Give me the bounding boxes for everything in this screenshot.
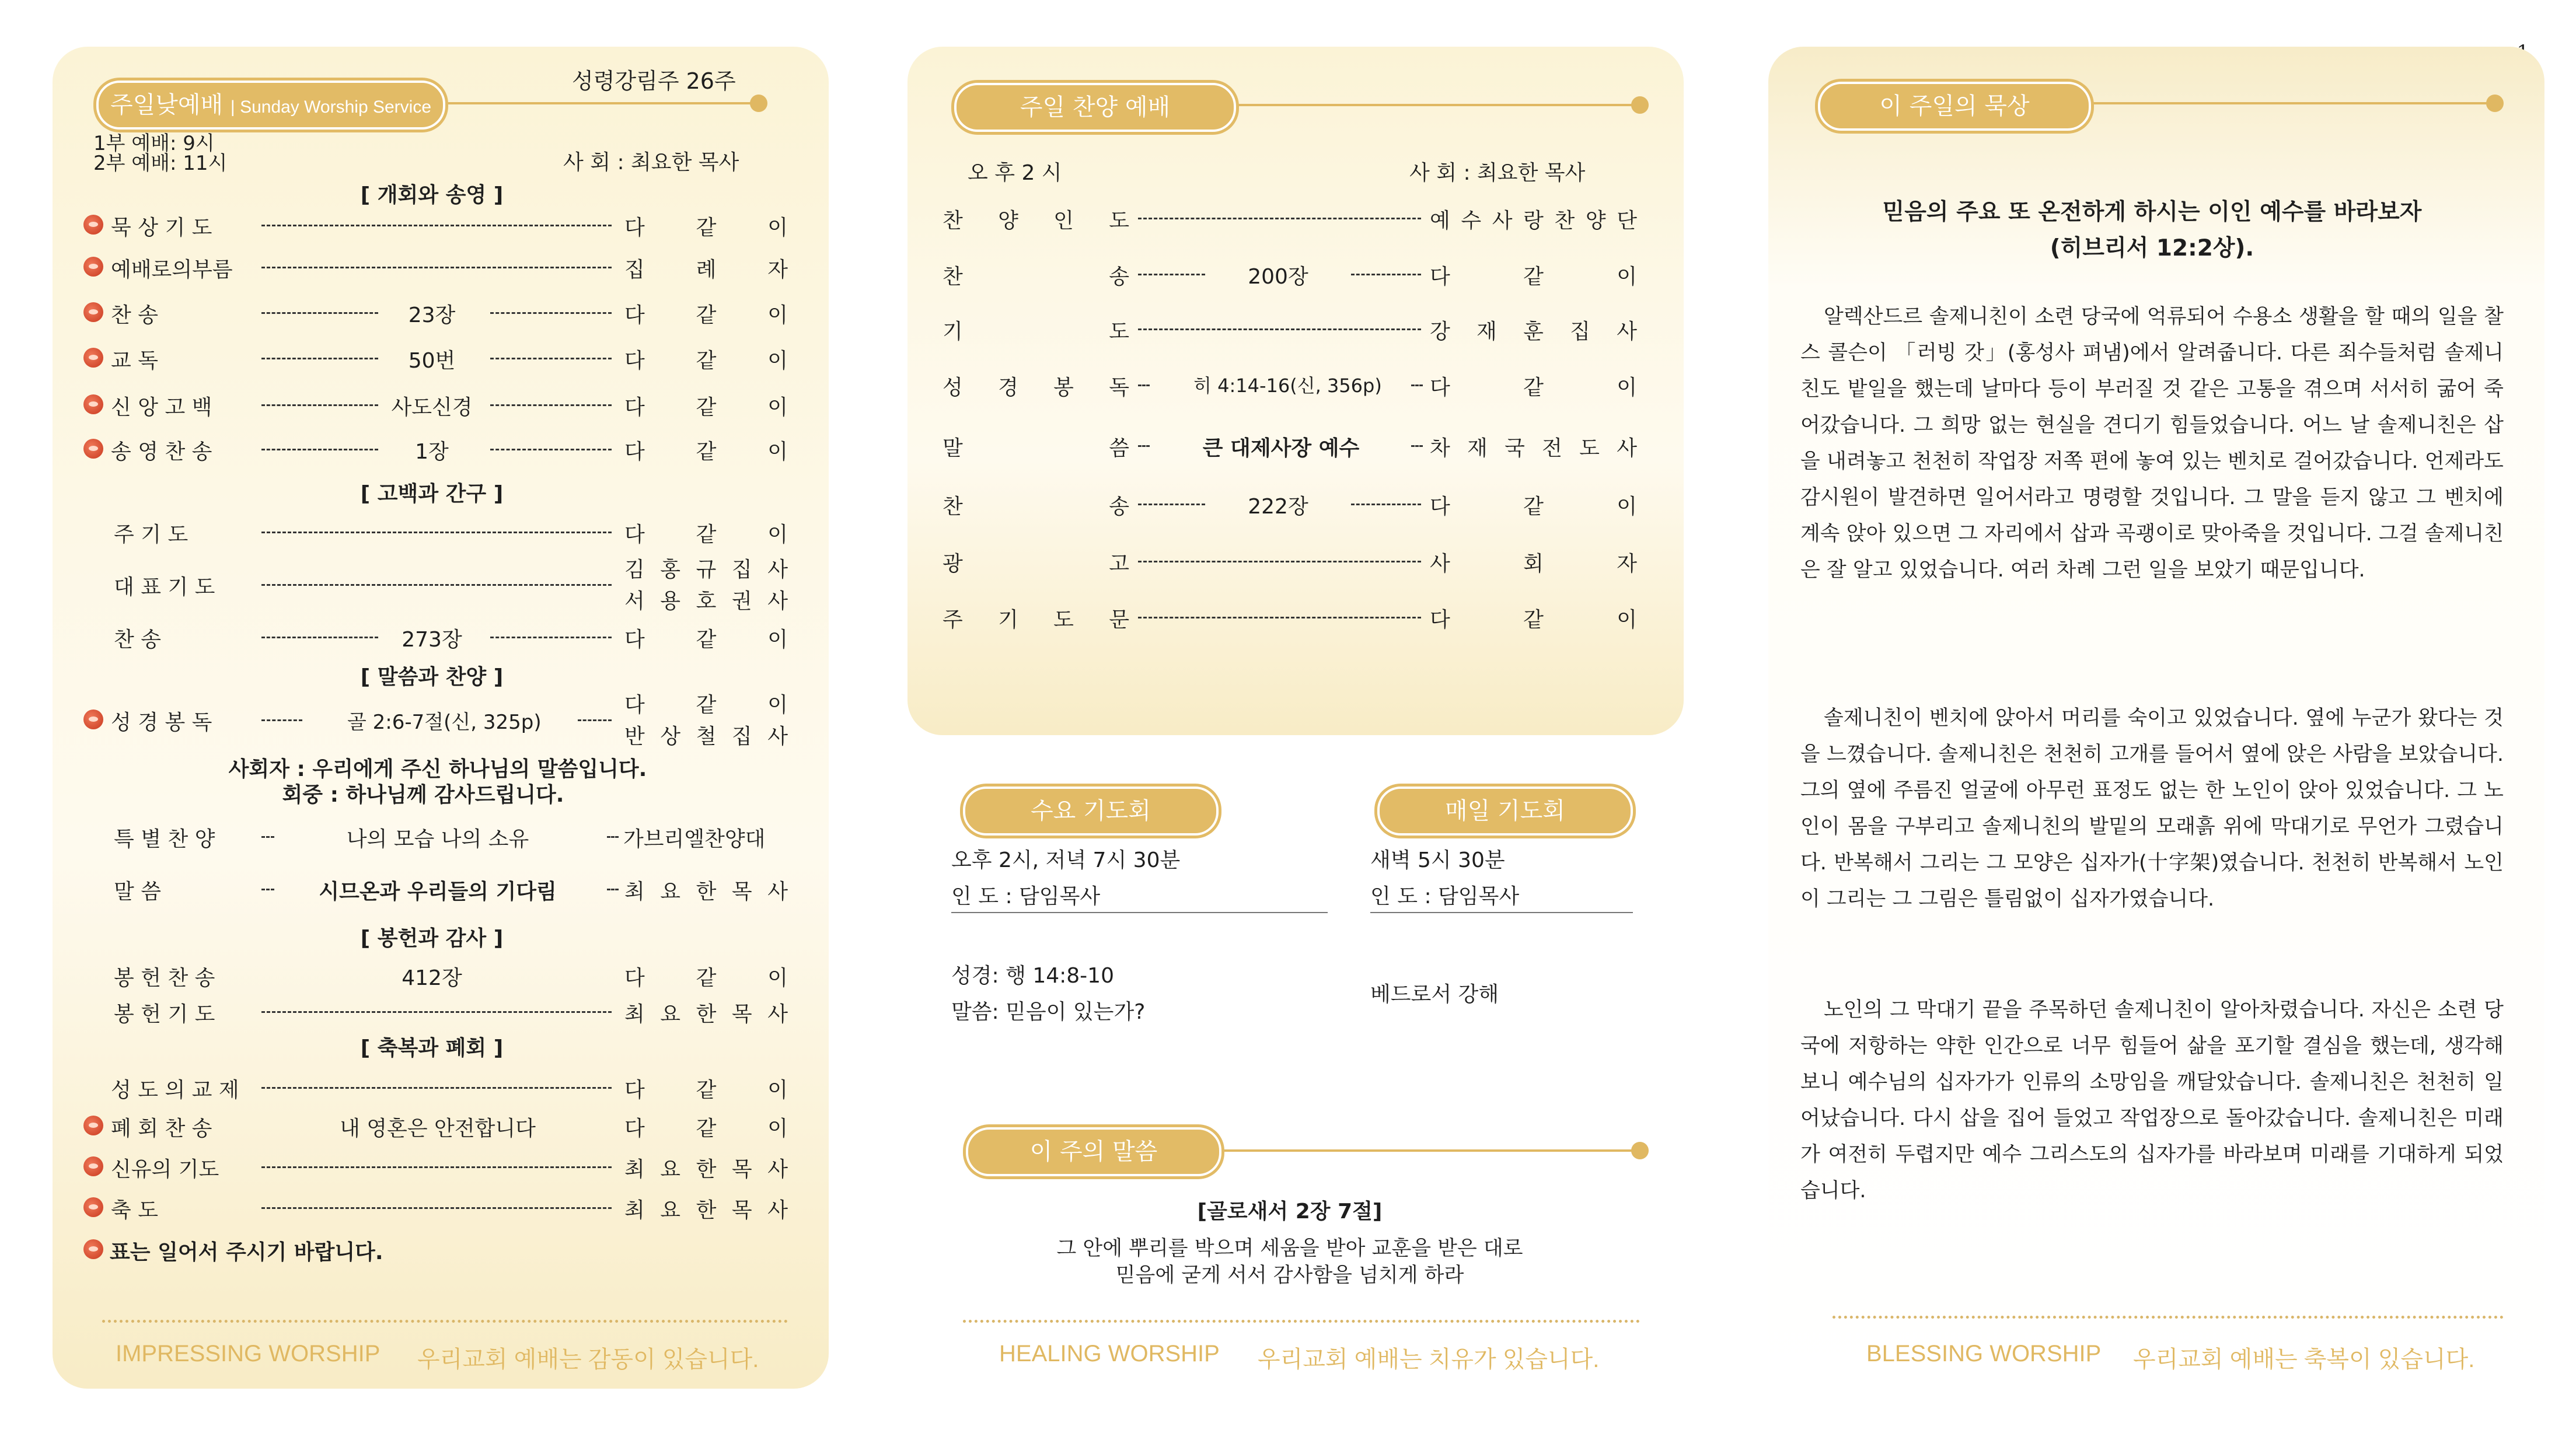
header-dot xyxy=(1631,1142,1649,1159)
leader-dash xyxy=(261,449,378,450)
section-title: [ 고백과 간구 ] xyxy=(360,482,504,506)
leader-dash xyxy=(261,312,378,314)
item-value: 1장 xyxy=(415,440,449,464)
leader-dash xyxy=(261,889,274,890)
leader-dash xyxy=(1411,445,1423,447)
item-label: 대 표 기 도 xyxy=(114,575,215,599)
leader-dash xyxy=(261,532,612,533)
leader-dash xyxy=(261,836,274,838)
stand-marker-icon xyxy=(83,1156,103,1176)
item-value: 골 2:6-7절(신, 325p) xyxy=(347,711,542,734)
leader-dash xyxy=(490,312,612,314)
meditation-title: 믿음의 주요 또 온전하게 하시는 이인 예수를 바라보자 xyxy=(1882,199,2422,225)
leader-dash xyxy=(1138,445,1150,447)
item-label: 찬 송 xyxy=(111,303,158,327)
leader-dash xyxy=(261,637,378,638)
leader-dash xyxy=(261,225,612,226)
section-header-verse: 이 주의 말씀 xyxy=(966,1127,1221,1176)
leader-dash xyxy=(1138,385,1150,386)
item-label: 신유의 기도 xyxy=(111,1158,219,1182)
item-who: 김 홍 규 집 사 xyxy=(624,558,788,582)
leader-dash xyxy=(1138,274,1205,275)
stand-marker-icon xyxy=(83,1116,103,1135)
item-who: 다 같 이 xyxy=(624,523,788,547)
item-label: 말 씀 xyxy=(114,880,161,904)
leader-dash xyxy=(490,358,612,359)
leader-dash xyxy=(1138,617,1421,618)
stand-marker-icon xyxy=(83,215,103,235)
item-who-2: 서 용 호 권 사 xyxy=(624,589,788,613)
praise-item-value: 큰 대제사장 예수 xyxy=(1202,436,1360,460)
section-title: [ 말씀과 찬양 ] xyxy=(360,665,504,689)
service-time-1: 1부 예배: 9시 xyxy=(93,132,215,155)
item-who: 최 요 한 목 사 xyxy=(624,1198,788,1222)
footer-dotted-rule xyxy=(102,1320,788,1323)
leader-dash xyxy=(261,584,612,586)
daily-rule xyxy=(1370,912,1633,913)
wednesday-rule xyxy=(951,912,1328,913)
header-rule xyxy=(1231,104,1640,106)
header-rule xyxy=(1191,1149,1640,1152)
daily-leader: 인 도 : 담임목사 xyxy=(1370,885,1520,908)
item-label: 송 영 찬 송 xyxy=(111,440,212,464)
service-time-2: 2부 예배: 11시 xyxy=(93,152,228,175)
leader-dash xyxy=(1138,218,1421,219)
item-who: 최 요 한 목 사 xyxy=(624,1158,788,1182)
section-header-daily: 매일 기도회 xyxy=(1377,787,1633,836)
header-dot xyxy=(750,95,767,112)
praise-item-who: 다 같 이 xyxy=(1430,265,1637,289)
footer-en: IMPRESSING WORSHIP xyxy=(116,1341,381,1366)
praise-item-label: 기 도 xyxy=(943,320,1129,344)
praise-item-label: 주 기 도 문 xyxy=(943,608,1129,632)
leader-dash xyxy=(261,358,378,359)
item-label: 봉 헌 기 도 xyxy=(114,1002,215,1026)
section-title: [ 축복과 폐회 ] xyxy=(360,1036,504,1060)
header-rule xyxy=(432,102,759,104)
item-label: 봉 헌 찬 송 xyxy=(114,966,215,990)
item-who: 다 같 이 xyxy=(624,396,788,420)
praise-item-label: 찬 송 xyxy=(943,265,1129,289)
leader-dash xyxy=(1138,328,1421,330)
verse-line-2: 믿음에 굳게 서서 감사함을 넘치게 하라 xyxy=(1115,1264,1464,1287)
leader-dash xyxy=(607,836,619,838)
footer-ko: 우리교회 예배는 축복이 있습니다. xyxy=(2133,1347,2475,1372)
item-who: 다 같 이 xyxy=(624,628,788,652)
leader-dash xyxy=(607,889,619,890)
praise-item-who: 다 같 이 xyxy=(1430,495,1637,519)
item-label: 교 독 xyxy=(111,349,158,373)
header-en: | Sunday Worship Service xyxy=(230,97,431,117)
footer-ko: 우리교회 예배는 감동이 있습니다. xyxy=(417,1347,759,1372)
leader-dash xyxy=(261,267,612,268)
praise-item-label: 성 경 봉 독 xyxy=(943,376,1129,400)
leader-dash xyxy=(261,1166,612,1168)
leader-dash xyxy=(261,404,378,406)
item-who: 다 같 이 xyxy=(624,693,788,717)
header-dot xyxy=(2486,95,2504,112)
item-label: 묵 상 기 도 xyxy=(111,216,212,240)
leader-dash xyxy=(1138,504,1205,505)
wednesday-scripture: 성경: 행 14:8-10 xyxy=(951,964,1114,988)
praise-item-label: 찬 송 xyxy=(943,495,1129,519)
praise-item-who: 사 회 자 xyxy=(1430,552,1637,576)
item-label: 성 경 봉 독 xyxy=(111,711,212,735)
praise-item-value: 히 4:14-16(신, 356p) xyxy=(1193,375,1382,397)
leader-dash xyxy=(1351,274,1421,275)
praise-item-value: 222장 xyxy=(1248,495,1308,519)
praise-item-value: 200장 xyxy=(1248,265,1308,289)
wednesday-sermon: 말씀: 믿음이 있는가? xyxy=(951,1000,1146,1024)
stand-marker-icon xyxy=(83,394,103,414)
host-label: 사 회 : 최요한 목사 xyxy=(563,151,739,174)
footer-dotted-rule xyxy=(963,1320,1640,1323)
week-label: 성령강림주 26주 xyxy=(572,68,736,94)
item-who: 최 요 한 목 사 xyxy=(624,1002,788,1026)
response-leader: 사회자 : 우리에게 주신 하나님의 말씀입니다. xyxy=(228,757,647,781)
header-rule xyxy=(2086,102,2495,104)
leader-dash xyxy=(578,719,612,721)
item-who: 다 같 이 xyxy=(624,1078,788,1102)
praise-item-who: 다 같 이 xyxy=(1430,376,1637,400)
item-who: 집 례 자 xyxy=(624,258,788,282)
item-value: 시므온과 우리들의 기다림 xyxy=(319,880,557,904)
wednesday-leader: 인 도 : 담임목사 xyxy=(951,885,1101,908)
item-label: 신 앙 고 백 xyxy=(111,396,212,420)
verse-reference: [골로새서 2장 7절] xyxy=(1197,1200,1383,1224)
praise-item-who: 예 수 사 랑 찬 양 단 xyxy=(1430,209,1637,233)
meditation-paragraph-1: 알렉산드르 솔제니친이 소련 당국에 억류되어 수용소 생활을 할 때의 일을 찰스 콜슨이 「러빙 갓」(홍성사 펴냄)에서 알려줍니다. 다른 죄수들처럼 솔제니친도 밭일을 했는데 날마다 등이 부러질 것 같은 고통을 겪으며 서서히 굶어 죽어갔습니다. 그 희망 없는 현실을 견디기 힘들었습니다. 어느 날 솔제니친은 삽을 내려놓고 천천히 작업장 저쪽 편에 놓여 있는 벤치로 걸어갔습니다. 언제라도 감시원이 발견하면 일어서라고 명령할 것입니다. 그 말을 듣지 않고 그 벤치에 계속 앉아 있으면 그 자리에서 삽과 곡괭이로 맞아죽을 것입니다. 그걸 솔제니친은 잘 알고 있었습니다. 여러 차례 그런 일을 보았기 때문입니다. xyxy=(1800,305,2504,582)
item-label: 폐 회 찬 송 xyxy=(111,1117,212,1141)
praise-item-label: 광 고 xyxy=(943,552,1129,576)
item-value: 나의 모습 나의 소유 xyxy=(346,827,529,851)
praise-item-who: 강 재 훈 집 사 xyxy=(1430,320,1637,344)
item-who: 다 같 이 xyxy=(624,303,788,327)
item-who-2: 반 상 철 집 사 xyxy=(624,725,788,749)
footer-ko: 우리교회 예배는 치유가 있습니다. xyxy=(1258,1347,1600,1372)
item-label: 축 도 xyxy=(111,1198,158,1222)
item-value: 273장 xyxy=(402,628,462,652)
item-who: 가브리엘찬양대 xyxy=(623,827,766,851)
stand-marker-icon xyxy=(83,1197,103,1217)
item-label: 성 도 의 교 제 xyxy=(111,1078,239,1102)
section-title: [ 개회와 송영 ] xyxy=(360,183,504,207)
praise-item-who: 차 재 국 전 도 사 xyxy=(1430,436,1637,460)
item-value: 사도신경 xyxy=(391,396,473,420)
item-who: 다 같 이 xyxy=(624,966,788,990)
section-header-praise: 주일 찬양 예배 xyxy=(954,83,1236,132)
leader-dash xyxy=(490,449,612,450)
stand-marker-icon xyxy=(83,1239,103,1259)
meditation-paragraph-2: 솔제니친이 벤치에 앉아서 머리를 숙이고 있었습니다. 옆에 누군가 왔다는 것을 느꼈습니다. 솔제니친은 천천히 고개를 들어서 옆에 앉은 사람을 보았습니다. 그의 옆에 주름진 얼굴에 아무런 표정도 없는 한 노인이 앉아 있었습니다. 그 노인이 몸을 구부리고 솔제니친의 발밑의 모래흙 위에 막대기로 무언가 그렸습니다. 반복해서 그리는 그 모양은 십자가(十字架)였습니다. 천천히 반복해서 노인이 그리는 그 그림은 틀림없이 십자가였습니다. xyxy=(1800,707,2504,911)
praise-item-label: 찬 양 인 도 xyxy=(943,209,1129,233)
stand-marker-icon xyxy=(83,348,103,368)
leader-dash xyxy=(261,1011,612,1013)
section-header-meditation: 이 주일의 묵상 xyxy=(1818,82,2091,131)
footer-en: HEALING WORSHIP xyxy=(999,1341,1220,1366)
section-header-wednesday: 수요 기도회 xyxy=(963,787,1219,836)
daily-text: 베드로서 강해 xyxy=(1370,983,1499,1006)
stand-marker-icon xyxy=(83,439,103,459)
leader-dash xyxy=(261,1207,612,1209)
meditation-reference: (히브리서 12:2상). xyxy=(2050,235,2254,261)
stand-marker-icon xyxy=(83,257,103,277)
footer-en: BLESSING WORSHIP xyxy=(1866,1341,2102,1366)
header-dot xyxy=(1631,96,1649,114)
stand-marker-icon xyxy=(83,709,103,729)
daily-time: 새벽 5시 30분 xyxy=(1370,848,1505,872)
leader-dash xyxy=(490,404,612,406)
verse-line-1: 그 안에 뿌리를 박으며 세움을 받아 교훈을 받은 대로 xyxy=(1056,1237,1523,1260)
praise-host: 사 회 : 최요한 목사 xyxy=(1409,161,1586,185)
item-label: 예배로의부름 xyxy=(111,258,233,282)
leader-dash xyxy=(490,637,612,638)
meditation-paragraph-3: 노인의 그 막대기 끝을 주목하던 솔제니친이 알아차렸습니다. 자신은 소련 당국에 저항하는 약한 인간으로 너무 힘들어 삶을 포기할 결심을 했는데, 생각해 보니 예수님의 십자가가 인류의 소망임을 깨달았습니다. 솔제니친은 천천히 일어났습니다. 다시 삽을 집어 들었고 작업장으로 돌아갔습니다. 솔제니친은 미래가 여전히 두렵지만 예수 그리스도의 십자가를 바라보며 미래를 기대하게 되었습니다. xyxy=(1800,998,2504,1203)
stand-marker-icon xyxy=(83,302,103,322)
item-label: 특 별 찬 양 xyxy=(114,827,215,851)
response-congregation: 회중 : 하나님께 감사드립니다. xyxy=(282,783,564,807)
leader-dash xyxy=(261,1087,612,1089)
leader-dash xyxy=(1138,561,1421,562)
section-header-sunday xyxy=(96,81,445,130)
item-value: 내 영혼은 안전합니다 xyxy=(340,1117,536,1141)
item-who: 최 요 한 목 사 xyxy=(624,880,788,904)
item-value: 412장 xyxy=(402,966,462,990)
header-ko: 주일낮예배 xyxy=(110,92,224,118)
praise-item-who: 다 같 이 xyxy=(1430,608,1637,632)
item-who: 다 같 이 xyxy=(624,1117,788,1141)
praise-item-label: 말 씀 xyxy=(943,436,1129,460)
item-label: 찬 송 xyxy=(114,628,161,652)
wednesday-time: 오후 2시, 저녁 7시 30분 xyxy=(951,848,1181,872)
item-label: 주 기 도 xyxy=(114,523,189,547)
item-who: 다 같 이 xyxy=(624,440,788,464)
leader-dash xyxy=(261,719,302,721)
leader-dash xyxy=(1351,504,1421,505)
praise-time: 오 후 2 시 xyxy=(968,161,1062,185)
leader-dash xyxy=(1411,385,1423,386)
section-title: [ 봉헌과 감사 ] xyxy=(360,927,504,950)
stand-note: 표는 일어서 주시기 바랍니다. xyxy=(110,1240,383,1264)
item-who: 다 같 이 xyxy=(624,216,788,240)
item-who: 다 같 이 xyxy=(624,349,788,373)
item-value: 23장 xyxy=(408,303,456,327)
item-value: 50번 xyxy=(408,349,456,373)
footer-dotted-rule xyxy=(1832,1316,2504,1319)
